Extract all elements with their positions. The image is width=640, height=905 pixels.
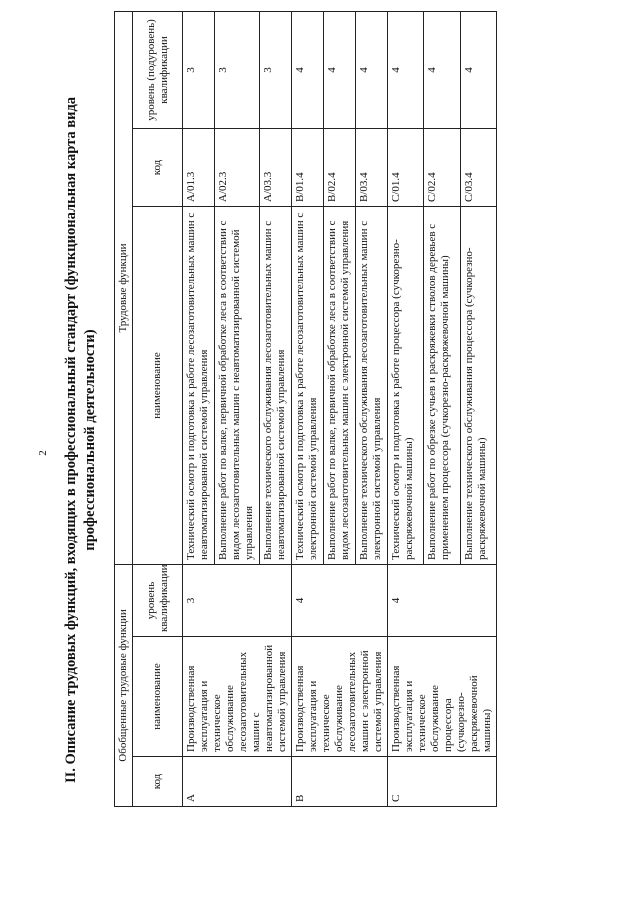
functional-map-table xyxy=(114,11,497,807)
function-code: B/01.4 xyxy=(292,128,324,206)
group-name: Производственная эксплуатация и техническое обслуживание лесозаготовительных машин с электронной системой управления xyxy=(292,637,388,757)
function-name: Выполнение технического обслуживания лесозаготовительных машин с неавтоматизированной системой управления xyxy=(260,206,292,564)
header-function-code: код xyxy=(133,128,183,206)
header-code: код xyxy=(133,757,183,807)
function-code: C/01.4 xyxy=(388,128,424,206)
header-function-name: наименование xyxy=(133,206,183,564)
function-name: Технический осмотр и подготовка к работе процессора (сучкорезно-раскряжевочной машины) xyxy=(388,206,424,564)
group-code: C xyxy=(388,757,497,807)
function-name: Выполнение технического обслуживания процессора (сучкорезно-раскряжевочной машины) xyxy=(460,206,496,564)
function-level: 3 xyxy=(260,11,292,128)
group-code: A xyxy=(183,757,292,807)
function-level: 3 xyxy=(214,11,259,128)
function-level: 4 xyxy=(324,11,356,128)
table-row xyxy=(183,11,215,806)
function-code: B/02.4 xyxy=(324,128,356,206)
table-row xyxy=(388,11,424,806)
header-function-level: уровень (подуровень) квалификации xyxy=(133,11,183,128)
group-name: Производственная эксплуатация и техническое обслуживание процессора (сучкорезно-раскряжевочной машины) xyxy=(388,637,497,757)
function-name: Технический осмотр и подготовка к работе лесозаготовительных машин с неавтоматизированной системой управления xyxy=(183,206,215,564)
group-name: Производственная эксплуатация и техническое обслуживание лесозаготовительных машин с неавтоматизированной системой управления xyxy=(183,637,292,757)
function-name: Выполнение работ по валке, первичной обработке леса в соответствии с видом лесозаготовительных машин с электронной системой управления xyxy=(324,206,356,564)
group-level: 3 xyxy=(183,564,292,636)
function-code: B/03.4 xyxy=(356,128,388,206)
group-level: 4 xyxy=(292,564,388,636)
group-code: B xyxy=(292,757,388,807)
function-level: 4 xyxy=(424,11,460,128)
function-name: Выполнение работ по обрезке сучьев и раскряжевки стволов деревьев с применением процессора (сучкорезно-раскряжевочной машины) xyxy=(424,206,460,564)
group-level: 4 xyxy=(388,564,497,636)
section-heading xyxy=(62,55,100,825)
function-level: 4 xyxy=(356,11,388,128)
header-name: наименование xyxy=(133,637,183,757)
function-code: A/01.3 xyxy=(183,128,215,206)
function-name: Выполнение работ по валке, первичной обработке леса в соответствии с видом лесозаготовительных машин с неавтоматизированной системой управления xyxy=(214,206,259,564)
function-code: A/03.3 xyxy=(260,128,292,206)
heading-line-2: профессиональной деятельности) xyxy=(82,329,98,551)
function-code: A/02.3 xyxy=(214,128,259,206)
function-name: Выполнение технического обслуживания лесозаготовительных машин с электронной системой управления xyxy=(356,206,388,564)
header-generalized-functions: Обобщенные трудовые функции xyxy=(115,564,133,806)
function-code: C/03.4 xyxy=(460,128,496,206)
function-name: Технический осмотр и подготовка к работе лесозаготовительных машин с электронной системой управления xyxy=(292,206,324,564)
function-level: 4 xyxy=(388,11,424,128)
function-level: 4 xyxy=(292,11,324,128)
page-number: 2 xyxy=(36,450,49,456)
function-code: C/02.4 xyxy=(424,128,460,206)
table-row xyxy=(292,11,324,806)
header-level: уровень квалификации xyxy=(133,564,183,636)
function-level: 4 xyxy=(460,11,496,128)
heading-line-1: II. Описание трудовых функций, входящих в профессиональный стандарт (функциональная карта вида xyxy=(63,96,79,784)
header-labor-functions: Трудовые функции xyxy=(115,11,133,564)
function-level: 3 xyxy=(183,11,215,128)
